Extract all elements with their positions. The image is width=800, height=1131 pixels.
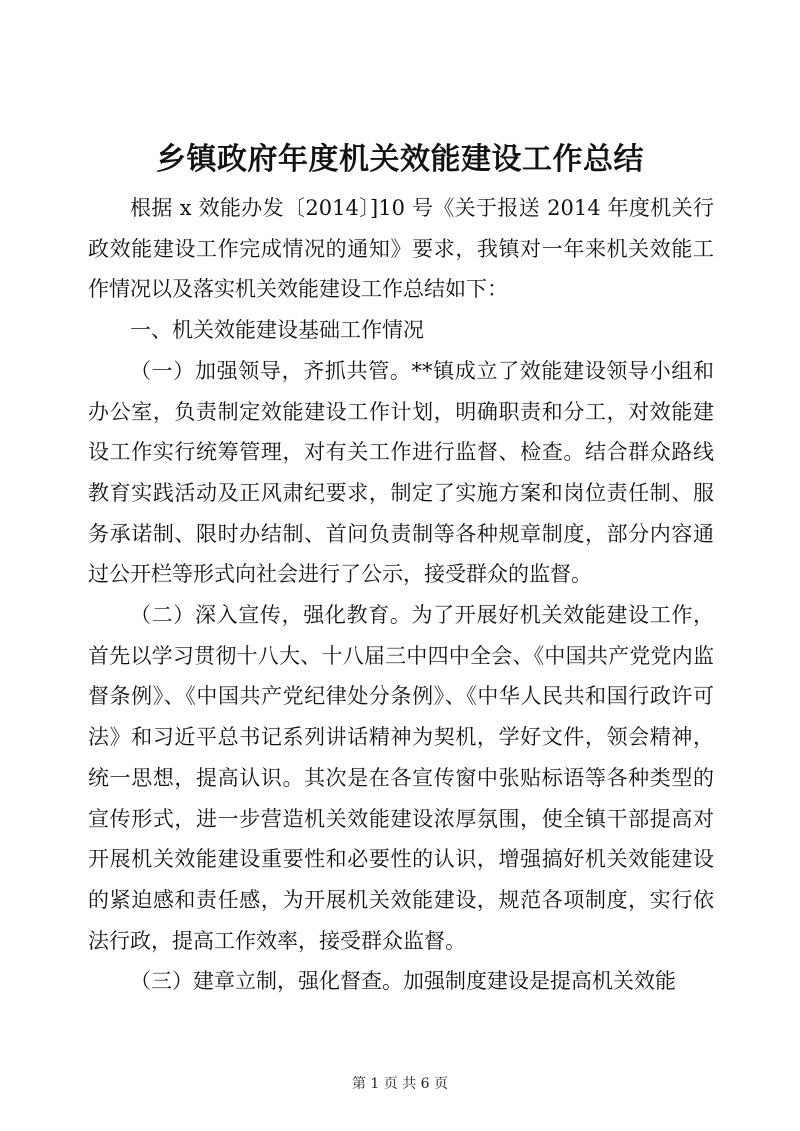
paragraph-leadership: （一）加强领导，齐抓共管。**镇成立了效能建设领导小组和办公室，负责制定效能建设工作计划，明确职责和分工，对效能建设工作实行统筹管理，对有关工作进行监督、检查。结合群众路线教育实践活动及正风肃纪要求，制定了实施方案和岗位责任制、服务承诺制、限时办结制、首问负责制等各种规章制度，部分内容通过公开栏等形式向社会进行了公示，接受群众的监督。 [88, 358, 714, 587]
paragraph-publicity: （二）深入宣传，强化教育。为了开展好机关效能建设工作，首先以学习贯彻十八大、十八届三中四中全会、《中国共产党党内监督条例》、《中国共产党纪律处分条例》、《中华人民共和国行政许可法》和习近平总书记系列讲话精神为契机，学好文件，领会精神，统一思想，提高认识。其次是在各宣传窗中张贴标语等各种类型的宣传形式，进一步营造机关效能建设浓厚氛围，使全镇干部提高对开展机关效能建设重要性和必要性的认识，增强搞好机关效能建设的紧迫感和责任感，为开展机关效能建设，规范各项制度，实行依法行政，提高工作效率，接受群众监督。 [88, 603, 714, 953]
paragraph-regulations: （三）建章立制，强化督查。加强制度建设是提高机关效能 [130, 969, 676, 994]
page-number: 第 1 页 共 6 页 [351, 1076, 449, 1092]
intro-paragraph: 根据 x 效能办发〔2014〕]10 号《关于报送 2014 年度机关行政效能建设工作完成情况的通知》要求，我镇对一年来机关效能工作情况以及落实机关效能建设工作总结如下： [88, 196, 714, 302]
document-body [88, 188, 714, 1002]
section-heading: 一、机关效能建设基础工作情况 [130, 318, 424, 343]
document-title: 乡镇政府年度机关效能建设工作总结 [156, 142, 644, 177]
